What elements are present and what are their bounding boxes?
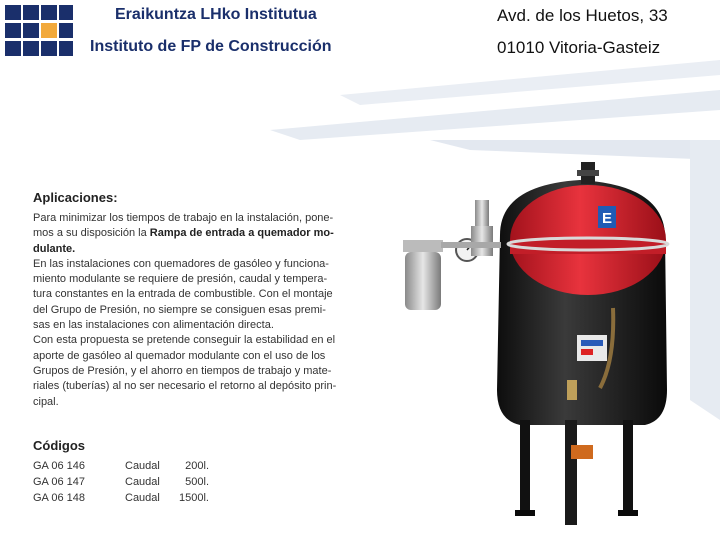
code-cell: GA 06 148 (33, 492, 85, 504)
caudal-label: Caudal (125, 460, 160, 472)
bold-phrase: Rampa de entrada a quemador mo- (149, 227, 334, 240)
text-line: del Grupo de Presión, no siempre se consiguen esas premi- (33, 303, 326, 316)
text-line: riales (tuberías) al no ser necesario el retorno al depósito prin- (33, 380, 337, 393)
table-row (33, 459, 209, 475)
code-cell: GA 06 146 (33, 460, 85, 472)
text-line: mos a su disposición la (33, 227, 150, 240)
tank-badge-letter: E (601, 210, 613, 227)
caudal-label: Caudal (125, 492, 160, 504)
codigos-table (33, 459, 209, 507)
caudal-value: 200l. (185, 460, 209, 472)
institute-logo (5, 5, 73, 61)
text-line: En las instalaciones con quemadores de gasóleo y funciona- (33, 257, 329, 270)
text-line: Grupos de Presión, y el ahorro en tiempos de trabajo y mate- (33, 364, 332, 377)
address-city: 01010 Vitoria-Gasteiz (497, 38, 661, 57)
text-line: aporte de gasóleo al quemador modulante con el uso de los (33, 349, 326, 362)
pressure-tank-photo (385, 140, 705, 535)
text-line: tura constantes en la entrada de combustible. Con el montaje (33, 288, 333, 301)
code-cell: GA 06 147 (33, 476, 85, 488)
aplicaciones-title: Aplicaciones: (33, 190, 118, 205)
text-line: sas en las instalaciones con alimentación directa. (33, 319, 274, 332)
codigos-section (33, 438, 293, 507)
table-row (33, 475, 209, 491)
caudal-value: 500l. (185, 476, 209, 488)
text-line: cipal. (33, 395, 59, 408)
aplicaciones-text (33, 211, 373, 410)
aplicaciones-section (33, 190, 373, 410)
codigos-title: Códigos (33, 438, 85, 453)
text-line: Para minimizar los tiempos de trabajo en la instalación, pone- (33, 212, 334, 224)
address-street: Avd. de los Huetos, 33 (497, 6, 668, 25)
caudal-label: Caudal (125, 476, 160, 488)
text-line: Con esta propuesta se pretende conseguir la estabilidad en el (33, 334, 336, 347)
text-line: dulante. (33, 242, 76, 255)
table-row (33, 491, 209, 507)
institute-name-spanish: Instituto de FP de Construcción (90, 38, 332, 55)
caudal-value: 1500l. (179, 492, 209, 504)
institute-name-basque: Eraikuntza LHko Institutua (115, 6, 317, 23)
text-line: miento modulante se requiere de presión, caudal y tempera- (33, 273, 328, 286)
